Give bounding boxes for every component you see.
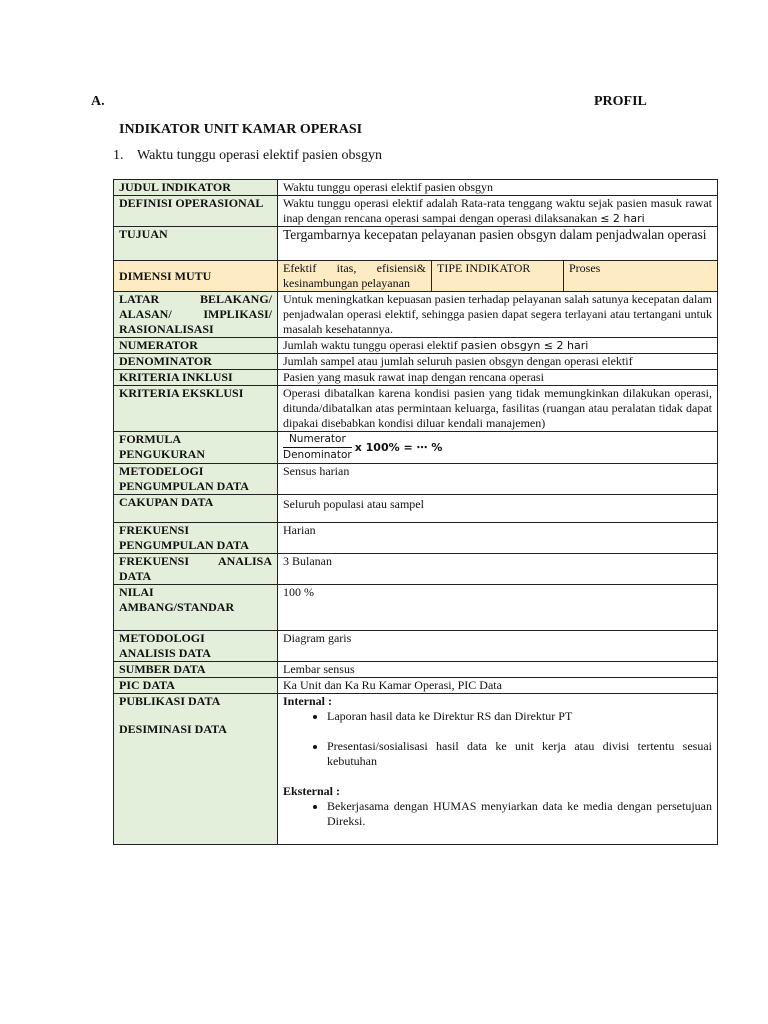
publikasi-label: PUBLIKASI DATA [119,694,221,708]
label-formula [114,432,278,464]
formula-numerator: Numerator [283,432,352,448]
row-metodologi-pengumpulan [114,464,718,495]
frekuensi-pengumpulan-line-1: FREKUENSI [119,523,190,537]
value-numerator [278,338,718,354]
numerator-text: Jumlah waktu tunggu operasi elektif [283,338,461,352]
value-formula [278,432,718,464]
row-inklusi [114,370,718,386]
row-cakupan [114,495,718,523]
row-formula [114,432,718,464]
eksternal-list [283,799,712,829]
value-definisi [278,196,718,227]
definisi-text: Waktu tunggu operasi elektif adalah Rata-rata tenggang waktu sejak pasien masuk rawat inap dengan rencana operasi sampai dengan operasi dilaksanakan [283,196,712,225]
label-definisi: DEFINISI OPERASIONAL [114,196,278,227]
formula-denominator: Denominator [283,449,352,461]
row-frekuensi-analisa [114,554,718,585]
formula-label-line-1: FORMULA [119,432,181,446]
eksternal-heading: Eksternal : [283,784,340,798]
row-dimensi [114,261,718,292]
label-sumber: SUMBER DATA [114,662,278,678]
indicator-profile-table [113,179,718,845]
tipe-indikator-label: TIPE INDIKATOR [432,261,564,291]
label-metodologi-analisis [114,631,278,662]
value-tujuan: Tergambarnya kecepatan pelayanan pasien obsgyn dalam penjadwalan operasi [278,227,718,261]
desiminasi-label: DESIMINASI DATA [119,722,227,736]
row-nilai [114,585,718,631]
label-cakupan: CAKUPAN DATA [114,495,278,523]
internal-item-2: • Presentasi/sosialisasi hasil data ke unit kerja atau divisi tertentu sesuai kebutuhan [327,739,712,769]
value-nilai: 100 % [278,585,718,631]
indicator-item [113,148,382,164]
frekuensi-analisa-line-1: FREKUENSI ANALISA [119,554,272,568]
metodologi-pengumpulan-line-2: PENGUMPULAN DATA [119,479,249,493]
dimensi-text [278,261,432,291]
row-numerator [114,338,718,354]
value-frekuensi-pengumpulan: Harian [278,523,718,554]
formula-label-line-2: PENGUKURAN [119,447,205,461]
value-publikasi [278,694,718,845]
row-sumber [114,662,718,678]
dimensi-line-1: Efektif itas, efisiensi& [283,261,426,275]
label-frekuensi-analisa [114,554,278,585]
row-publikasi [114,694,718,845]
item-text: Waktu tunggu operasi elektif pasien obsgyn [137,148,382,163]
value-metodologi-analisis: Diagram garis [278,631,718,662]
dimensi-line-2: kesinambungan pelayanan [283,276,410,290]
dimensi-inner [278,261,717,291]
eksternal-item-1: • Bekerjasama dengan HUMAS menyiarkan data ke media dengan persetujuan Direksi. [327,799,712,829]
tipe-indikator-value: Proses [564,261,718,291]
value-cakupan: Seluruh populasi atau sampel [278,495,718,523]
numerator-threshold: pasien obsgyn ≤ 2 hari [460,339,589,352]
label-denominator: DENOMINATOR [114,354,278,370]
label-numerator: NUMERATOR [114,338,278,354]
row-definisi [114,196,718,227]
row-judul [114,180,718,196]
label-pic: PIC DATA [114,678,278,694]
page-title: INDIKATOR UNIT KAMAR OPERASI [119,122,363,137]
item-number: 1. [113,148,124,163]
row-frekuensi-pengumpulan [114,523,718,554]
metodologi-pengumpulan-line-1: METODELOGI [119,464,204,478]
internal-heading: Internal : [283,694,332,708]
value-denominator: Jumlah sampel atau jumlah seluruh pasien obsgyn dengan operasi elektif [278,354,718,370]
metodologi-analisis-line-1: METODOLOGI [119,631,205,645]
formula-multiplier: x 100% = ⋯ % [354,441,443,454]
internal-item-1: • Laporan hasil data ke Direktur RS dan Direktur PT [327,709,712,724]
formula-fraction [283,432,352,463]
nilai-label-line-2: AMBANG/STANDAR [119,600,235,614]
value-dimensi [278,261,718,292]
metodologi-analisis-line-2: ANALISIS DATA [119,646,211,660]
nilai-label-line-1: NILAI [119,585,154,599]
label-eksklusi: KRITERIA EKSKLUSI [114,386,278,432]
internal-list [283,709,712,769]
label-tujuan: TUJUAN [114,227,278,261]
frekuensi-pengumpulan-line-2: PENGUMPULAN DATA [119,538,249,552]
latar-label-line-1: LATAR BELAKANG/ [119,292,272,306]
value-inklusi: Pasien yang masuk rawat inap dengan rencana operasi [278,370,718,386]
value-judul: Waktu tunggu operasi elektif pasien obsgyn [278,180,718,196]
label-latar [114,292,278,338]
row-metodologi-analisis [114,631,718,662]
label-judul: JUDUL INDIKATOR [114,180,278,196]
value-pic: Ka Unit dan Ka Ru Kamar Operasi, PIC Data [278,678,718,694]
latar-label-line-2: ALASAN/ IMPLIKASI/ [119,307,272,321]
definisi-threshold: ≤ 2 hari [600,212,645,225]
label-publikasi [114,694,278,845]
frekuensi-analisa-line-2: DATA [119,569,152,583]
label-metodologi-pengumpulan [114,464,278,495]
label-dimensi: DIMENSI MUTU [114,261,278,292]
row-tujuan [114,227,718,261]
label-nilai [114,585,278,631]
row-eksklusi [114,386,718,432]
value-eksklusi: Operasi dibatalkan karena kondisi pasien yang tidak memungkinkan dilakukan operasi, ditunda/dibatalkan atas permintaan keluarga, fasilitas (ruangan atau peralatan tidak dapat dipakai disebabkan kondisi diluar kendali manajemen) [278,386,718,432]
section-letter: A. [91,94,105,109]
label-frekuensi-pengumpulan [114,523,278,554]
value-sumber: Lembar sensus [278,662,718,678]
value-metodologi-pengumpulan: Sensus harian [278,464,718,495]
row-pic [114,678,718,694]
row-latar [114,292,718,338]
value-latar: Untuk meningkatkan kepuasan pasien terhadap pelayanan salah satunya kecepatan dalam penjadwalan operasi elektif, sehingga pasien dapat segera terlayani atau tertangani untuk masalah kesehatannya. [278,292,718,338]
value-frekuensi-analisa: 3 Bulanan [278,554,718,585]
latar-label-line-3: RASIONALISASI [119,322,214,336]
label-inklusi: KRITERIA INKLUSI [114,370,278,386]
profil-heading: PROFIL [594,94,647,109]
row-denominator [114,354,718,370]
